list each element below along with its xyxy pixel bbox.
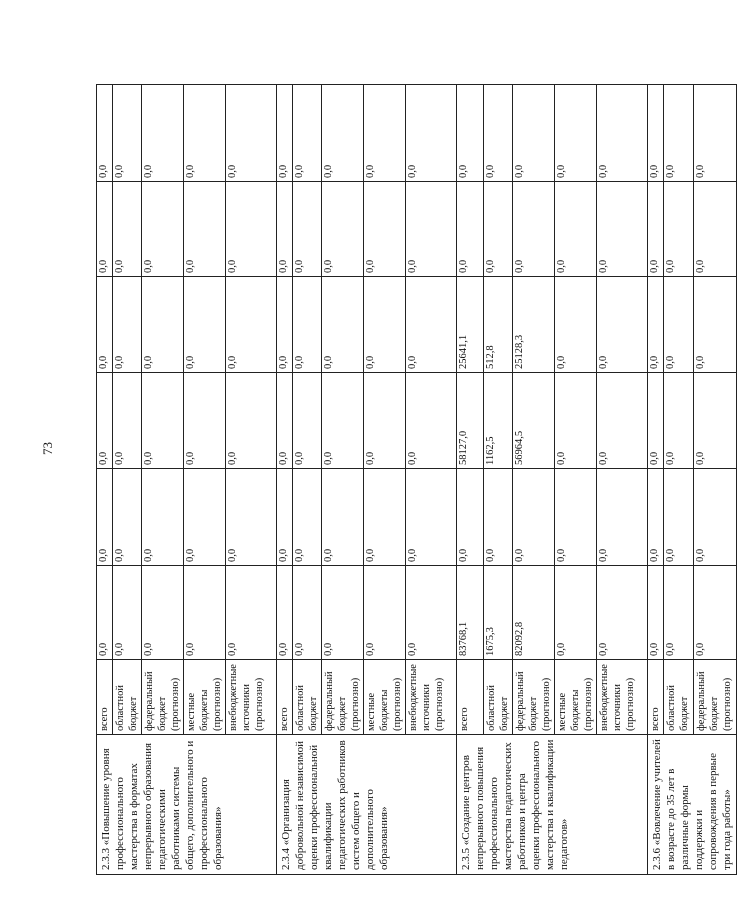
value-cell: 0,0 (364, 182, 406, 277)
value-cell: 0,0 (142, 85, 184, 182)
value-cell: 0,0 (277, 373, 293, 469)
source-total: всего (648, 660, 664, 735)
value-cell: 0,0 (597, 373, 648, 469)
value-cell: 0,0 (694, 469, 737, 566)
value-cell: 0,0 (513, 85, 555, 182)
page-number: 73 (40, 442, 55, 455)
value-cell: 25128,3 (513, 277, 555, 373)
value-cell: 0,0 (457, 469, 484, 566)
value-cell: 0,0 (648, 85, 664, 182)
value-cell: 0,0 (664, 566, 694, 660)
value-cell: 0,0 (142, 182, 184, 277)
value-cell: 0,0 (113, 373, 142, 469)
rotated-table-container (96, 85, 734, 875)
value-cell: 58127,0 (457, 373, 484, 469)
table-row (277, 85, 293, 875)
value-cell: 0,0 (364, 85, 406, 182)
value-cell: 0,0 (142, 469, 184, 566)
source-total: всего (457, 660, 484, 735)
value-cell: 0,0 (142, 277, 184, 373)
value-cell: 0,0 (113, 277, 142, 373)
value-cell: 0,0 (293, 182, 322, 277)
value-cell: 0,0 (113, 182, 142, 277)
value-cell: 0,0 (484, 182, 513, 277)
value-cell: 0,0 (226, 566, 277, 660)
source-federal: федеральный бюджет (прогнозно) (142, 660, 184, 735)
measure-name: 2.3.4 «Организация добровольной независимой оценки профессиональной квалификации педагогических работников систем общего и дополнительного образования» (277, 735, 457, 875)
value-cell: 0,0 (555, 469, 597, 566)
source-local: местные бюджеты (прогнозно) (364, 660, 406, 735)
value-cell: 0,0 (293, 566, 322, 660)
value-cell: 0,0 (664, 85, 694, 182)
value-cell: 0,0 (406, 85, 457, 182)
value-cell: 0,0 (648, 469, 664, 566)
value-cell: 0,0 (322, 469, 364, 566)
value-cell: 0,0 (322, 277, 364, 373)
value-cell: 0,0 (694, 373, 737, 469)
value-cell: 0,0 (322, 85, 364, 182)
value-cell: 0,0 (406, 566, 457, 660)
value-cell: 0,0 (293, 373, 322, 469)
table-row (457, 85, 484, 875)
source-extra: внебюджетные источники (прогнозно) (597, 660, 648, 735)
value-cell: 0,0 (97, 182, 113, 277)
value-cell: 82092,8 (513, 566, 555, 660)
value-cell: 0,0 (648, 277, 664, 373)
value-cell: 0,0 (513, 182, 555, 277)
value-cell: 0,0 (597, 85, 648, 182)
value-cell: 0,0 (648, 182, 664, 277)
source-federal: федеральный бюджет (прогнозно) (694, 660, 737, 735)
source-local: местные бюджеты (прогнозно) (555, 660, 597, 735)
value-cell: 0,0 (648, 373, 664, 469)
value-cell: 0,0 (184, 277, 226, 373)
value-cell: 0,0 (97, 277, 113, 373)
value-cell: 0,0 (226, 85, 277, 182)
value-cell: 0,0 (184, 85, 226, 182)
table-row (97, 85, 113, 875)
measure-name: 2.3.3 «Повышение уровня профессионального мастерства в форматах непрерывного образования педагогическими работниками системы общего, дополнительного и профессионального образования» (97, 735, 277, 875)
value-cell: 0,0 (648, 566, 664, 660)
value-cell: 0,0 (406, 277, 457, 373)
value-cell: 83768,1 (457, 566, 484, 660)
value-cell: 0,0 (322, 566, 364, 660)
value-cell: 0,0 (277, 182, 293, 277)
value-cell: 0,0 (694, 566, 737, 660)
source-extra: внебюджетные источники (прогнозно) (226, 660, 277, 735)
value-cell: 0,0 (457, 182, 484, 277)
measure-name: 2.3.6 «Вовлечение учителей в возрасте до 35 лет в различные формы поддержки и сопровождения в первые три года работы» (648, 735, 737, 875)
value-cell: 0,0 (226, 469, 277, 566)
value-cell: 0,0 (664, 182, 694, 277)
value-cell: 0,0 (184, 566, 226, 660)
value-cell: 0,0 (184, 373, 226, 469)
funding-table (96, 84, 737, 875)
value-cell: 0,0 (322, 182, 364, 277)
value-cell: 0,0 (597, 566, 648, 660)
value-cell: 0,0 (406, 469, 457, 566)
value-cell: 0,0 (277, 85, 293, 182)
value-cell: 0,0 (694, 85, 737, 182)
value-cell: 0,0 (113, 85, 142, 182)
source-federal: федеральный бюджет (прогнозно) (513, 660, 555, 735)
value-cell: 0,0 (664, 373, 694, 469)
value-cell: 0,0 (293, 277, 322, 373)
value-cell: 0,0 (406, 182, 457, 277)
table-row (648, 85, 664, 875)
value-cell: 0,0 (364, 566, 406, 660)
value-cell: 0,0 (322, 373, 364, 469)
value-cell: 0,0 (113, 469, 142, 566)
value-cell: 0,0 (555, 85, 597, 182)
value-cell: 0,0 (142, 373, 184, 469)
value-cell: 0,0 (555, 373, 597, 469)
value-cell: 0,0 (293, 85, 322, 182)
value-cell: 0,0 (184, 469, 226, 566)
value-cell: 0,0 (97, 566, 113, 660)
source-extra: внебюджетные источники (прогнозно) (406, 660, 457, 735)
source-regional: областной бюджет (293, 660, 322, 735)
value-cell: 0,0 (277, 566, 293, 660)
value-cell: 0,0 (97, 469, 113, 566)
value-cell: 0,0 (142, 566, 184, 660)
value-cell: 0,0 (97, 85, 113, 182)
source-federal: федеральный бюджет (прогнозно) (322, 660, 364, 735)
value-cell: 0,0 (457, 85, 484, 182)
value-cell: 1162,5 (484, 373, 513, 469)
value-cell: 0,0 (597, 469, 648, 566)
value-cell: 0,0 (226, 373, 277, 469)
value-cell: 0,0 (694, 182, 737, 277)
value-cell: 0,0 (97, 373, 113, 469)
value-cell: 0,0 (597, 277, 648, 373)
source-regional: областной бюджет (664, 660, 694, 735)
source-regional: областной бюджет (484, 660, 513, 735)
source-total: всего (97, 660, 113, 735)
table-body (97, 85, 737, 875)
value-cell: 0,0 (555, 182, 597, 277)
value-cell: 0,0 (664, 469, 694, 566)
value-cell: 0,0 (694, 277, 737, 373)
value-cell: 0,0 (293, 469, 322, 566)
value-cell: 0,0 (277, 277, 293, 373)
value-cell: 0,0 (226, 182, 277, 277)
value-cell: 0,0 (555, 566, 597, 660)
value-cell: 0,0 (555, 277, 597, 373)
source-total: всего (277, 660, 293, 735)
source-local: местные бюджеты (прогнозно) (184, 660, 226, 735)
value-cell: 0,0 (513, 469, 555, 566)
value-cell: 512,8 (484, 277, 513, 373)
value-cell: 0,0 (484, 469, 513, 566)
value-cell: 0,0 (277, 469, 293, 566)
value-cell: 0,0 (364, 277, 406, 373)
value-cell: 1675,3 (484, 566, 513, 660)
value-cell: 0,0 (226, 277, 277, 373)
value-cell: 0,0 (184, 182, 226, 277)
source-regional: областной бюджет (113, 660, 142, 735)
value-cell: 0,0 (364, 469, 406, 566)
value-cell: 0,0 (664, 277, 694, 373)
value-cell: 56964,5 (513, 373, 555, 469)
value-cell: 0,0 (484, 85, 513, 182)
value-cell: 0,0 (113, 566, 142, 660)
measure-name: 2.3.5 «Создание центров непрерывного повышения профессионального мастерства педагогических работников и центра оценки профессионального мастерства и квалификации педагогов» (457, 735, 648, 875)
value-cell: 0,0 (597, 182, 648, 277)
value-cell: 25641,1 (457, 277, 484, 373)
value-cell: 0,0 (364, 373, 406, 469)
value-cell: 0,0 (406, 373, 457, 469)
